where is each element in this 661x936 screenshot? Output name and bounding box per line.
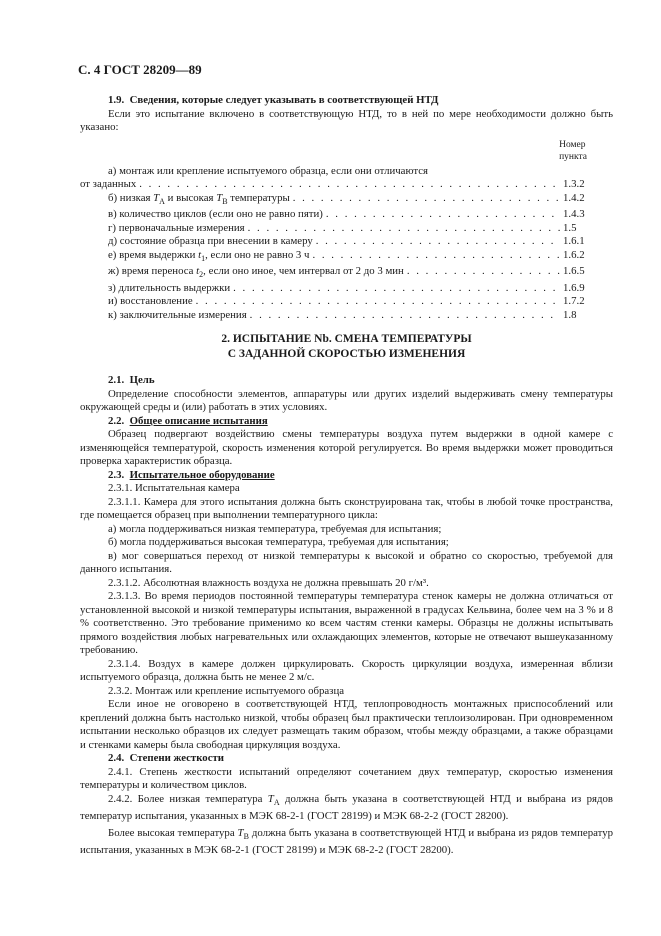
paragraph-2-3-1: 2.3.1. Испытательная камера xyxy=(108,482,240,495)
paragraph-2-2: Образец подвергают воздействию смены температуры воздуха путем выдержки в одной камере с изменяющейся температурой, скорость изменения которой регулируется. Во время выдержки может проводиться проверка характеристик образца. xyxy=(80,428,613,468)
list-item-k: к) заключительные измерения . . . 1.8 xyxy=(80,309,613,323)
column-header-1: Номер xyxy=(559,139,586,150)
paragraph-2-3-1-3: 2.3.1.3. Во время периодов постоянной температуры температура стенок камеры не должна отличаться от установленной высокой и низкой температуры испытания, выраженной в градусах Кельвина, более чем на 3 % и 8 % соответственно. Это требование применимо ко всем частям стенки камеры. Образцы не должны испытывать прямого воздействия любых нагревательных или охлаждающих элементов, которые не отвечают вышеуказанному требованию. xyxy=(80,590,613,657)
heading-1-9: 1.9. Сведения, которые следует указывать в соответствующей НТД xyxy=(108,94,439,106)
paragraph-2-4-2: 2.4.2. Более низкая температура $T_А$ должна быть указана в соответствующей НТД и выбрана из рядов температур испытания, указанных в МЭК 68-2-1 (ГОСТ 28199) и МЭК 68-2-2 (ГОСТ 28200). xyxy=(80,792,613,822)
list-item-i: и) восстановление . . . 1.7.2 xyxy=(80,295,613,309)
paragraph-2-3-1-1-v: в) мог совершаться переход от низкой температуры к высокой и обратно со скоростью, требуемой для данного испытания. xyxy=(80,549,613,576)
paragraph-2-3-1-1-b: б) могла поддерживаться высокая температура, требуемая для испытания; xyxy=(108,536,449,549)
column-header xyxy=(80,139,587,163)
list-item-z: з) длительность выдержки . . . 1.6.9 xyxy=(80,282,613,296)
paragraph-2-3-2: 2.3.2. Монтаж или крепление испытуемого образца xyxy=(108,684,345,697)
list-item-b: б) низкая $T_А$ и высокая $T_В$ температуры . . . 1.4.2 xyxy=(80,192,613,209)
paragraph-2-1: Определение способности элементов, аппаратуры или других изделий выдерживать смену температуры окружающей среды и (или) работать в этих условиях. xyxy=(80,387,613,414)
list-item-v: в) количество циклов (если оно не равно пяти) . . . 1.4.3 xyxy=(80,208,613,222)
section-2-title: 2. ИСПЫТАНИЕ Nb. СМЕНА ТЕМПЕРАТУРЫ С ЗАДАННОЙ СКОРОСТЬЮ ИЗМЕНЕНИЯ xyxy=(221,333,472,361)
column-header-2: пункта xyxy=(559,151,587,162)
paragraph-2-3-1-2: 2.3.1.2. Абсолютная влажность воздуха не должна превышать 20 г/м³. xyxy=(108,576,429,589)
list-item-a-line1: а) монтаж или крепление испытуемого образца, если они отличаются xyxy=(108,164,429,177)
list-item-zh: ж) время переноса $t_2$, если оно иное, чем интервал от 2 до 3 мин . . . 1.6.5 xyxy=(80,265,613,282)
list-item-a: от заданных . . . 1.3.2 xyxy=(80,178,613,192)
list-item-g: г) первоначальные измерения . . . 1.5 xyxy=(80,222,613,236)
heading-2-3: 2.3. Испытательное оборудование xyxy=(108,468,275,481)
heading-2-1: 2.1. Цель xyxy=(108,374,155,387)
paragraph-2-3-1-1-a: а) могла поддерживаться низкая температура, требуемая для испытания; xyxy=(108,522,442,535)
paragraph-2-4-3: Более высокая температура $T_В$ должна быть указана в соответствующей НТД и выбрана из рядов температур испытания, указанных в МЭК 68-2-1 (ГОСТ 28199) и МЭК 68-2-2 (ГОСТ 28200). xyxy=(80,827,613,856)
heading-2-4: 2.4. Степени жесткости xyxy=(108,752,225,765)
paragraph-2-4-1: 2.4.1. Степень жесткости испытаний определяют сочетанием двух температур, скоростью изменения температуры и количеством циклов. xyxy=(80,765,613,792)
document-body xyxy=(80,94,613,857)
list-item-d: д) состояние образца при внесении в камеру . . . 1.6.1 xyxy=(80,235,613,249)
page-header: С. 4 ГОСТ 28209—89 xyxy=(78,62,202,77)
list-item-e: е) время выдержки $t_1$, если оно не равно 3 ч . . . 1.6.2 xyxy=(80,249,613,266)
paragraph-2-3-1-4: 2.3.1.4. Воздух в камере должен циркулировать. Скорость циркуляции воздуха, измеренная вблизи испытуемого образца, должна быть не менее 2 м/с. xyxy=(80,657,613,684)
paragraph-2-3-1-1: 2.3.1.1. Камера для этого испытания должна быть сконструирована так, чтобы в любой точке пространства, где помещается образец при выполнении температурного цикла: xyxy=(80,495,613,522)
paragraph-1-9: Если это испытание включено в соответствующую НТД, то в ней по мере необходимости должно быть указано: xyxy=(80,107,613,133)
paragraph-2-3-2-text: Если иное не оговорено в соответствующей НТД, теплопроводность монтажных приспособлений или креплений должна быть настолько низкой, чтобы образец был практически теплоизолирован. При одновременном испытании несколько образцов их следует размещать таким образом, чтобы между образцами, а также образцами и стенками камеры была свободная циркуляция воздуха. xyxy=(80,698,613,751)
heading-2-2: 2.2. Общее описание испытания xyxy=(108,414,268,427)
